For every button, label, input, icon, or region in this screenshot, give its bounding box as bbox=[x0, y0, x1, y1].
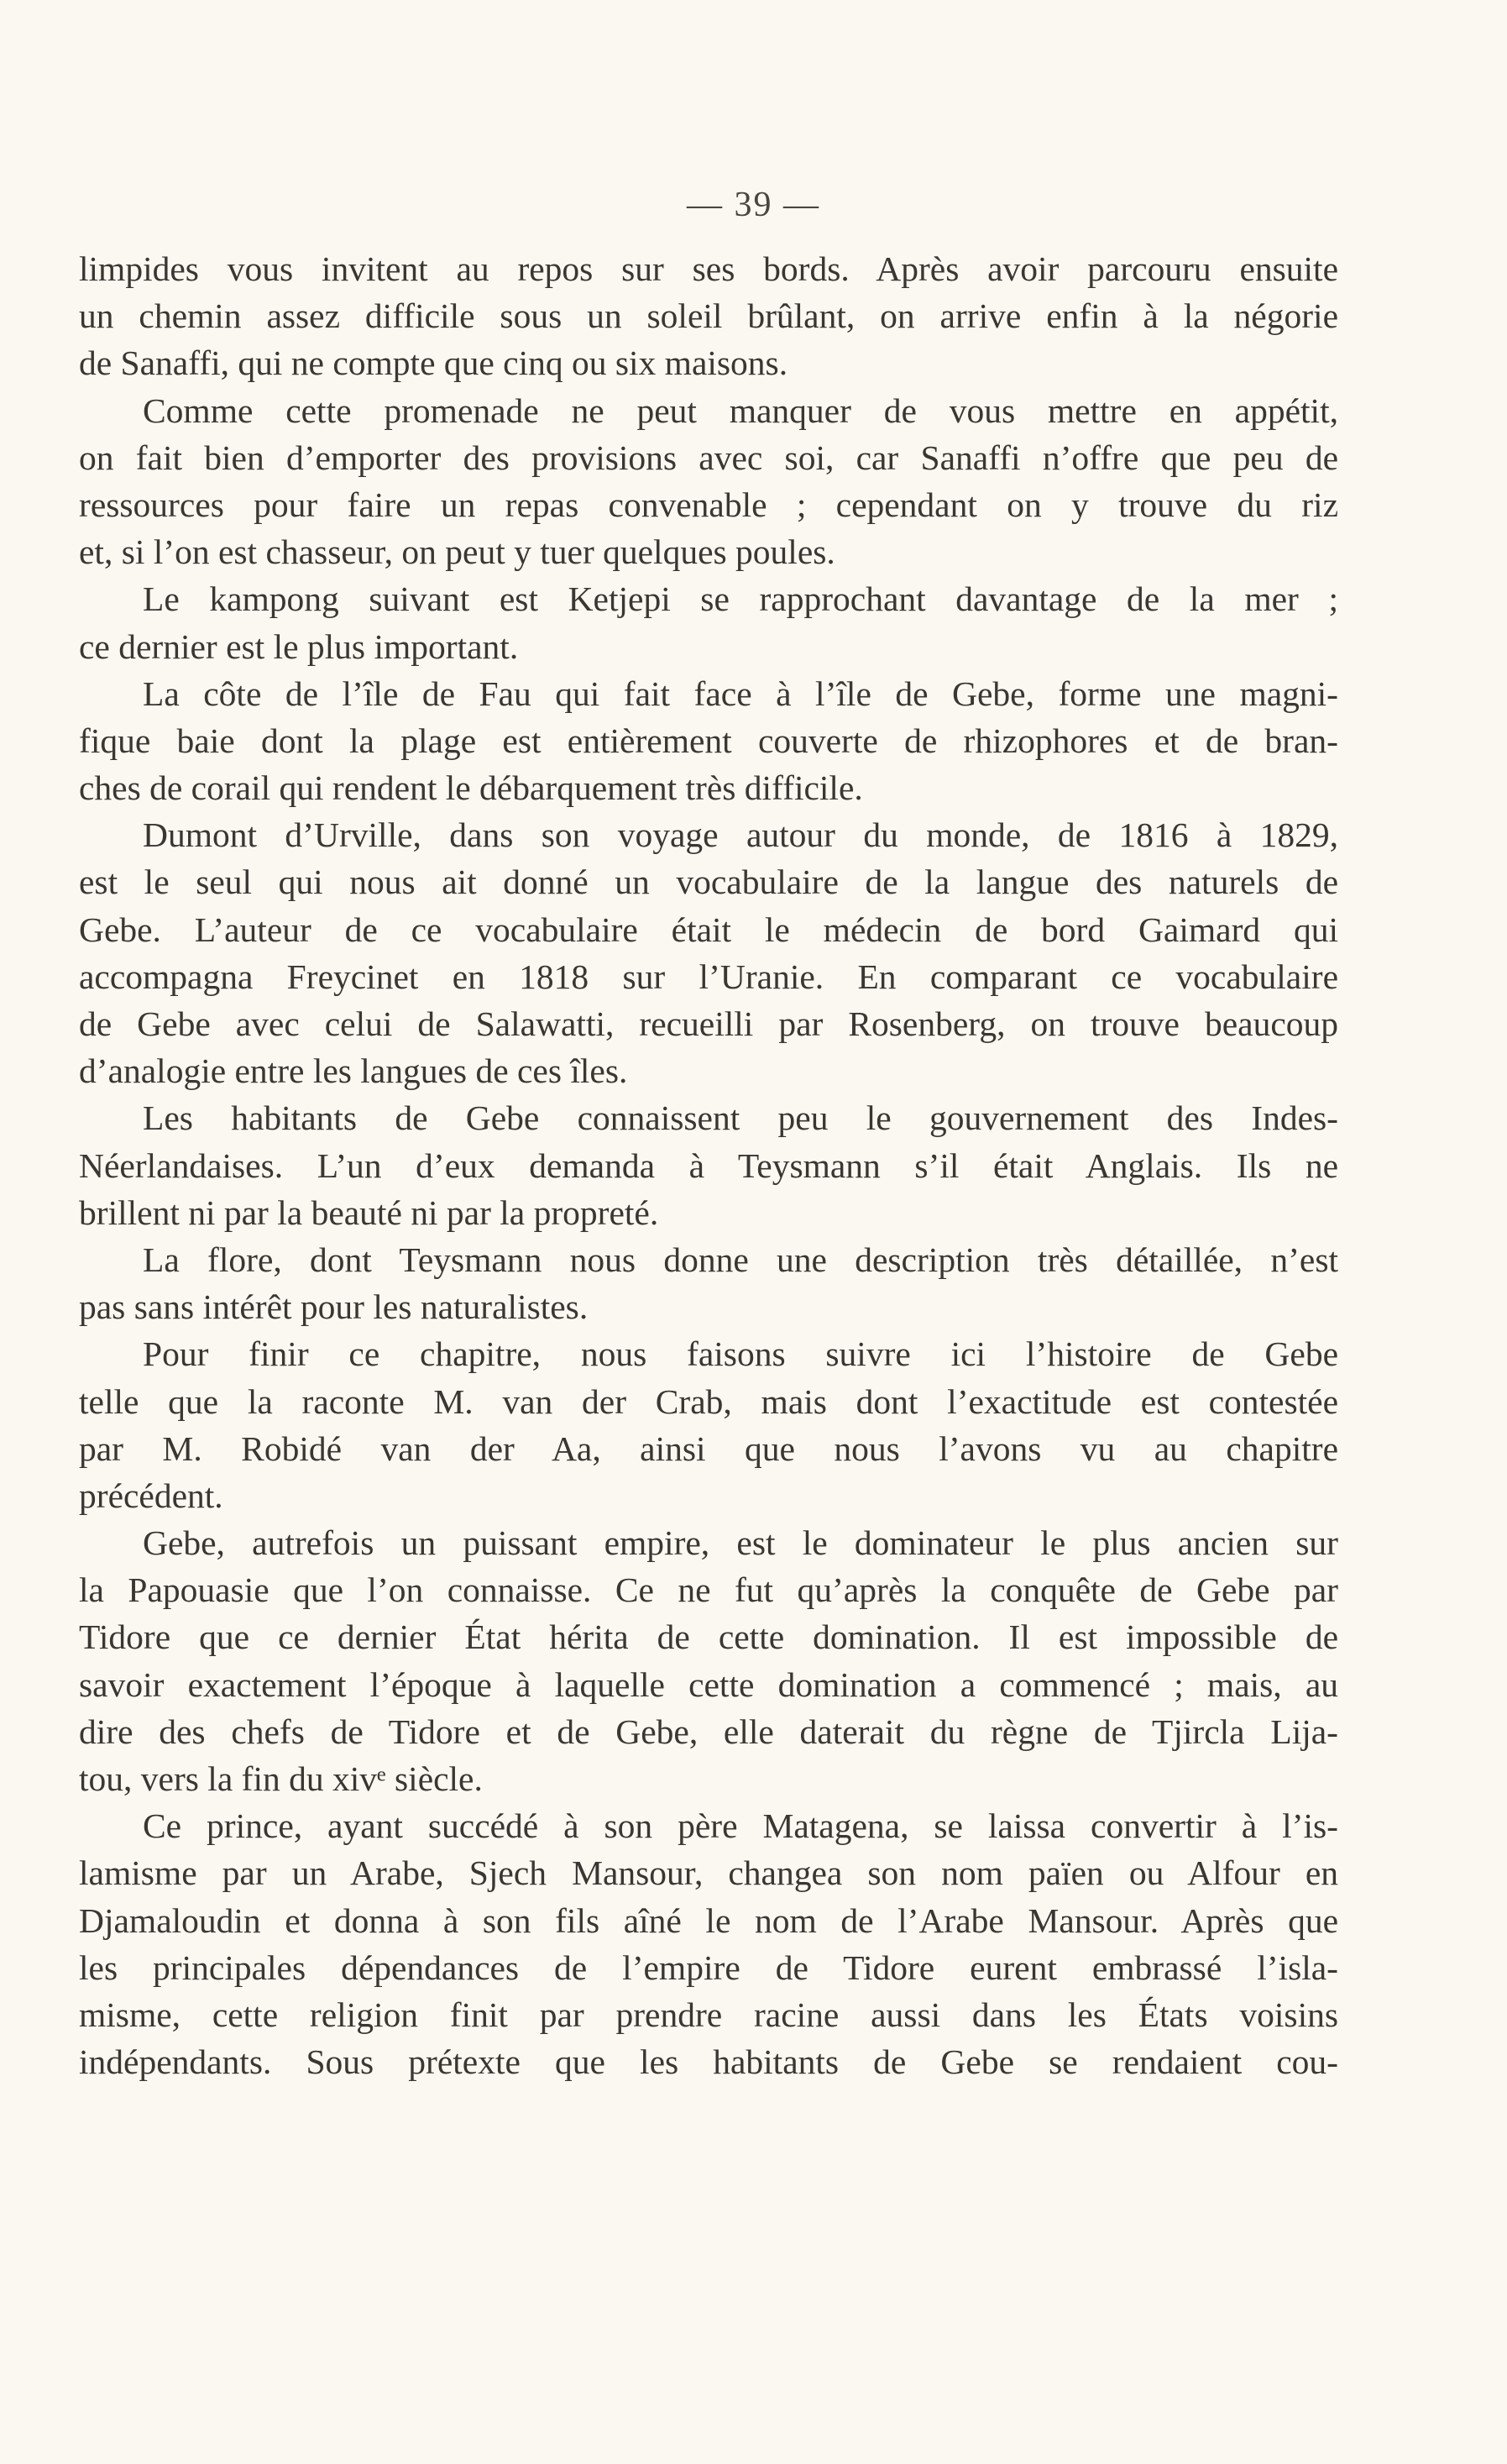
text-line: on fait bien d’emporter des provisions avec soi, car Sanaffi n’offre que peu de bbox=[79, 438, 1338, 477]
text-line: précédent. bbox=[79, 1476, 223, 1515]
text-line: Djamaloudin et donna à son fils aîné le nom de l’Arabe Mansour. Après que bbox=[79, 1900, 1338, 1940]
text-line: Les habitants de Gebe connaissent peu le gouvernement des Indes- bbox=[143, 1098, 1338, 1138]
text-line: Le kampong suivant est Ketjepi se rapprochant davantage de la mer ; bbox=[143, 579, 1338, 619]
text-line: Pour finir ce chapitre, nous faisons suivre ici l’histoire de Gebe bbox=[143, 1334, 1338, 1374]
text-line: lamisme par un Arabe, Sjech Mansour, changea son nom païen ou Alfour en bbox=[79, 1853, 1338, 1893]
text-line: limpides vous invitent au repos sur ses bords. Après avoir parcouru ensuite bbox=[79, 249, 1338, 288]
text-line: Comme cette promenade ne peut manquer de vous mettre en appétit, bbox=[143, 391, 1338, 430]
text-line: Dumont d’Urville, dans son voyage autour du monde, de 1816 à 1829, bbox=[143, 815, 1338, 855]
text-line: indépendants. Sous prétexte que les habitants de Gebe se rendaient cou- bbox=[79, 2042, 1338, 2082]
text-line: Néerlandaises. L’un d’eux demanda à Teysmann s’il était Anglais. Ils ne bbox=[79, 1145, 1338, 1185]
text-line: pas sans intérêt pour les naturalistes. bbox=[79, 1287, 589, 1327]
text-line: et, si l’on est chasseur, on peut y tuer quelques poules. bbox=[79, 532, 835, 572]
text-line: ce dernier est le plus important. bbox=[79, 626, 519, 666]
text-line: la Papouasie que l’on connaisse. Ce ne fut qu’après la conquête de Gebe par bbox=[79, 1570, 1338, 1610]
text-line: La flore, dont Teysmann nous donne une description très détaillée, n’est bbox=[143, 1240, 1338, 1279]
text-line: est le seul qui nous ait donné un vocabulaire de la langue des naturels de bbox=[79, 862, 1338, 902]
text-line: ches de corail qui rendent le débarquement très difficile. bbox=[79, 768, 863, 808]
text-line: Gebe. L’auteur de ce vocabulaire était le médecin de bord Gaimard qui bbox=[79, 910, 1338, 949]
page-number: — 39 — bbox=[687, 186, 820, 224]
text-line: savoir exactement l’époque à laquelle cette domination a commencé ; mais, au bbox=[79, 1665, 1338, 1704]
text-line: un chemin assez difficile sous un soleil brûlant, on arrive enfin à la négorie bbox=[79, 296, 1338, 336]
text-line: Ce prince, ayant succédé à son père Matagena, se laissa convertir à l’is- bbox=[143, 1806, 1338, 1846]
text-line: les principales dépendances de l’empire de Tidore eurent embrassé l’isla- bbox=[79, 1948, 1338, 1987]
text-line: Gebe, autrefois un puissant empire, est le dominateur le plus ancien sur bbox=[143, 1523, 1338, 1563]
body-text bbox=[79, 245, 1338, 2085]
text-line: dire des chefs de Tidore et de Gebe, elle daterait du règne de Tjircla Lija- bbox=[79, 1712, 1338, 1751]
text-line: fique baie dont la plage est entièrement couverte de rhizophores et de bran- bbox=[79, 721, 1338, 760]
text-line: brillent ni par la beauté ni par la propreté. bbox=[79, 1193, 659, 1232]
text-line: accompagna Freycinet en 1818 sur l’Uranie. En comparant ce vocabulaire bbox=[79, 957, 1338, 996]
text-line: ressources pour faire un repas convenable ; cependant on y trouve du riz bbox=[79, 485, 1338, 524]
text-line: de Sanaffi, qui ne compte que cinq ou six maisons. bbox=[79, 343, 788, 383]
text-line: misme, cette religion finit par prendre racine aussi dans les États voisins bbox=[79, 1995, 1338, 2034]
text-line: de Gebe avec celui de Salawatti, recueilli par Rosenberg, on trouve beaucoup bbox=[79, 1004, 1338, 1043]
text-line: par M. Robidé van der Aa, ainsi que nous l’avons vu au chapitre bbox=[79, 1429, 1338, 1468]
text-line: tou, vers la fin du xivᵉ siècle. bbox=[79, 1759, 483, 1798]
text-line: La côte de l’île de Fau qui fait face à l’île de Gebe, forme une magni- bbox=[143, 674, 1338, 713]
text-line: d’analogie entre les langues de ces îles. bbox=[79, 1051, 628, 1091]
text-line: telle que la raconte M. van der Crab, mais dont l’exactitude est contestée bbox=[79, 1381, 1338, 1421]
text-line: Tidore que ce dernier État hérita de cette domination. Il est impossible de bbox=[79, 1617, 1338, 1657]
